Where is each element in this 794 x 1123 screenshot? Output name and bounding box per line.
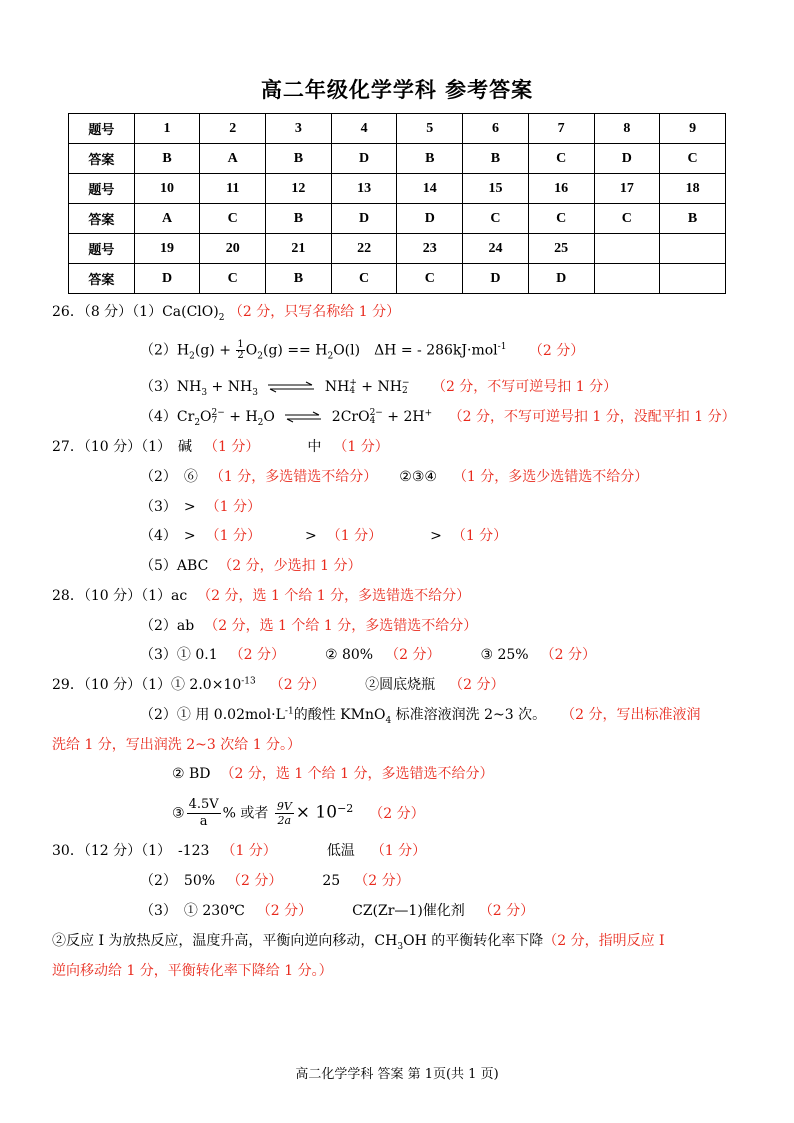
q30-line1: 30．（12 分）（1） -123 （1 分） 低温 （1 分） [52,843,427,859]
table-cell: 1 [134,114,200,144]
table-cell: D [397,204,463,234]
table-cell: 5 [397,114,463,144]
table-cell: C [200,204,266,234]
table-cell: C [463,204,529,234]
q29-line1: 29．（10 分）（1）① $2.0\times 10^{-13}$ （2 分） ②圆底烧瓶 （2 分） [52,676,505,693]
q26-line1: 26．（8 分）$(1)Ca(ClO)_2$ （2 分，只写名称给 1 分） [52,304,401,323]
table-row [69,114,726,144]
table-cell: 15 [463,174,529,204]
table-cell: C [397,264,463,294]
table-cell: A [200,144,266,174]
table-cell: 20 [200,234,266,264]
q29-line4: ② BD （2 分，选 1 个给 1 分，多选错选不给分） [172,766,494,782]
table-row [69,204,726,234]
table-cell: 7 [528,114,594,144]
table-cell: 17 [594,174,660,204]
table-cell: B [134,144,200,174]
table-row-label: 答案 [69,144,135,174]
reversible-arrow-icon [283,411,323,423]
table-cell: C [200,264,266,294]
q27-line1: 27．（10 分）（1） 碱 （1 分） 中 （1 分） [52,439,389,455]
table-cell: D [528,264,594,294]
table-cell: 8 [594,114,660,144]
table-cell: 21 [266,234,332,264]
table-row-label: 题号 [69,234,135,264]
table-cell: 16 [528,174,594,204]
table-cell: D [331,204,397,234]
q27-line5: （5）ABC （2 分，少选扣 1 分） [140,558,362,574]
answer-table [68,113,726,294]
table-row [69,234,726,264]
table-cell: 22 [331,234,397,264]
q26-line4: $(4)Cr_2O$ 2− 7 + $H_2O$ 2CrO 2− 4 + 2H+ （2 分，不写可逆号扣 1 分，没配平扣 1 分） [140,408,736,428]
q29-line3: 洗给 1 分，写出润洗 2~3 次给 1 分。） [52,737,302,753]
table-cell: 25 [528,234,594,264]
q27-line2: （2） ⑥ （1 分，多选错选不给分） ②③④ （1 分，多选少选错选不给分） [140,469,649,485]
table-cell: 12 [266,174,332,204]
table-cell: 24 [463,234,529,264]
q30-line5: 逆向移动给 1 分，平衡转化率下降给 1 分。） [52,963,333,979]
formula-fraction-2: $\frac{9V}{2a}$ [276,800,292,827]
table-cell: C [528,204,594,234]
table-cell [660,264,726,294]
table-row-label: 题号 [69,174,135,204]
q26-note2: （2 分） [528,342,585,359]
table-cell: 4 [331,114,397,144]
table-cell: D [331,144,397,174]
q26-note4: （2 分，不写可逆号扣 1 分，没配平扣 1 分） [448,409,736,425]
table-cell: 6 [463,114,529,144]
q28-line2: （2）ab （2 分，选 1 个给 1 分，多选错选不给分） [140,618,478,634]
table-cell: 19 [134,234,200,264]
q28-line1: 28．（10 分）（1）ac （2 分，选 1 个给 1 分，多选错选不给分） [52,588,471,604]
q26-note3: （2 分，不写可逆号扣 1 分） [431,379,618,395]
table-cell: 9 [660,114,726,144]
table-cell [660,234,726,264]
table-cell: 2 [200,114,266,144]
table-cell: C [528,144,594,174]
table-cell: 11 [200,174,266,204]
table-cell: A [134,204,200,234]
table-cell [594,234,660,264]
table-cell: D [134,264,200,294]
page-title: 高二年级化学学科 参考答案 [260,78,534,102]
q26-line2: $(2)H_2(g)$ + $\frac{1}{2}$ $O_2(g) == H_2O(l)$ ΔH = - 286kJ·mol$^{-1}$ （2 分） [140,339,585,362]
q30-line4: ②反应 I 为放热反应，温度升高，平衡向逆向移动，$CH_3OH$ 的平衡转化率下降（2 分，指明反应 I [52,933,665,952]
q26-line3: $(3)NH_3 + NH_3$ NH + 4 + NH − 2 （2 分，不写可逆号扣 1 分） [140,378,618,398]
table-cell: 14 [397,174,463,204]
table-cell: C [331,264,397,294]
table-cell: C [660,144,726,174]
table-cell: B [463,144,529,174]
table-cell: D [594,144,660,174]
half-fraction: $\frac{1}{2}$ [237,339,244,361]
q28-line3: （3）① 0.1 （2 分） ② 80% （2 分） ③ 25% （2 分） [140,647,596,663]
page-footer: 高二化学学科 答案 第 1页(共 1 页) [295,1067,499,1082]
formula-fraction-1: $\frac{4.5V}{a}$ [188,797,219,829]
q27-line4: （4） > （1 分） > （1 分） > （1 分） [140,528,508,544]
table-cell: B [660,204,726,234]
q30-line3: （3） ① 230℃ （2 分） CZ(Zr—1)催化剂 （2 分） [140,903,535,919]
table-cell: 3 [266,114,332,144]
q27-line3: （3） > （1 分） [140,499,261,515]
table-cell: 13 [331,174,397,204]
table-row [69,174,726,204]
reversible-arrow-icon [266,381,316,393]
table-row [69,144,726,174]
table-cell: 18 [660,174,726,204]
table-cell: 10 [134,174,200,204]
table-cell [594,264,660,294]
q26-note1: （2 分，只写名称给 1 分） [228,304,401,320]
table-cell: D [463,264,529,294]
table-cell: C [594,204,660,234]
table-cell: 23 [397,234,463,264]
table-row [69,264,726,294]
q29-line5: ③ $\frac{4.5V}{a}$ % 或者 $\frac{9V}{2a}$ × $10^{-2}$ （2 分） [172,797,425,829]
table-row-label: 答案 [69,264,135,294]
table-cell: B [266,204,332,234]
table-cell: B [266,264,332,294]
table-row-label: 题号 [69,114,135,144]
table-row-label: 答案 [69,204,135,234]
q30-line2: （2） 50% （2 分） 25 （2 分） [140,873,410,889]
table-cell: B [266,144,332,174]
table-cell: B [397,144,463,174]
q29-line2: （2）① 用 $0.02mol\cdot L^{-1}$的酸性 KMnO$_4$ 标准溶液润洗 2~3 次。 （2 分，写出标准液润 [140,706,701,726]
